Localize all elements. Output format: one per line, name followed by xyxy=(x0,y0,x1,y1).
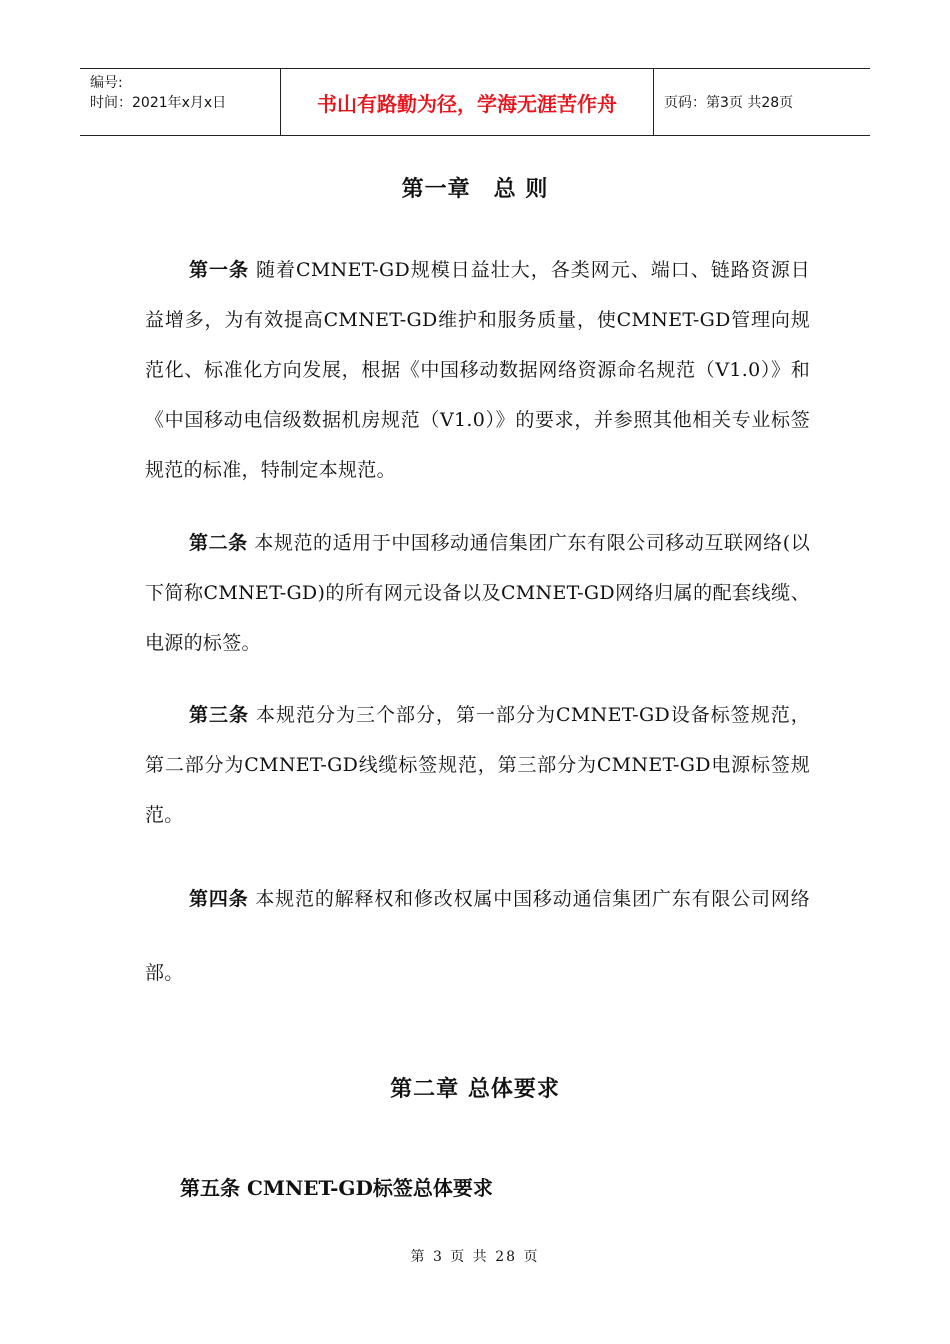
chapter-2-title: 第二章 总体要求 xyxy=(390,1076,560,1102)
article-3-lead: 第三条 xyxy=(189,704,250,726)
page-header xyxy=(80,68,870,136)
article-3-text: 本规范分为三个部分，第一部分为CMNET-GD设备标签规范，第二部分为CMNET-GD线缆标签规范，第三部分为CMNET-GD电源标签规范。 xyxy=(145,704,811,826)
header-meta xyxy=(80,69,281,135)
article-4-text: 本规范的解释权和修改权属中国移动通信集团广东有限公司网络部。 xyxy=(145,888,810,984)
article-1-lead: 第一条 xyxy=(189,259,250,281)
chapter-1-title: 第一章 总 则 xyxy=(401,176,549,202)
article-1 xyxy=(145,245,810,495)
article-2-text: 本规范的适用于中国移动通信集团广东有限公司移动互联网络(以下简称CMNET-GD)的所有网元设备以及CMNET-GD网络归属的配套线缆、电源的标签。 xyxy=(145,532,810,654)
article-2-lead: 第二条 xyxy=(189,532,248,554)
article-1-text: 随着CMNET-GD规模日益壮大，各类网元、端口、链路资源日益增多，为有效提高CMNET-GD维护和服务质量，使CMNET-GD管理向规范化、标准化方向发展，根据《中国移动数据网络资源命名规范（V1.0）》和《中国移动电信级数据机房规范（V1.0）》的要求，并参照其他相关专业标签规范的标准，特制定本规范。 xyxy=(145,259,811,481)
article-3 xyxy=(145,690,810,840)
header-motto: 书山有路勤为径，学海无涯苦作舟 xyxy=(281,69,654,135)
article-2 xyxy=(145,518,810,668)
article-4 xyxy=(145,862,810,1010)
page-footer: 第 3 页 共 28 页 xyxy=(410,1249,540,1265)
article-4-lead: 第四条 xyxy=(189,888,249,910)
time-label: 时间：2021年x月x日 xyxy=(90,95,227,111)
number-label: 编号: xyxy=(90,75,123,91)
header-page-info: 页码：第3页 共28页 xyxy=(664,95,794,111)
article-5-heading: 第五条 CMNET-GD标签总体要求 xyxy=(180,1176,493,1200)
